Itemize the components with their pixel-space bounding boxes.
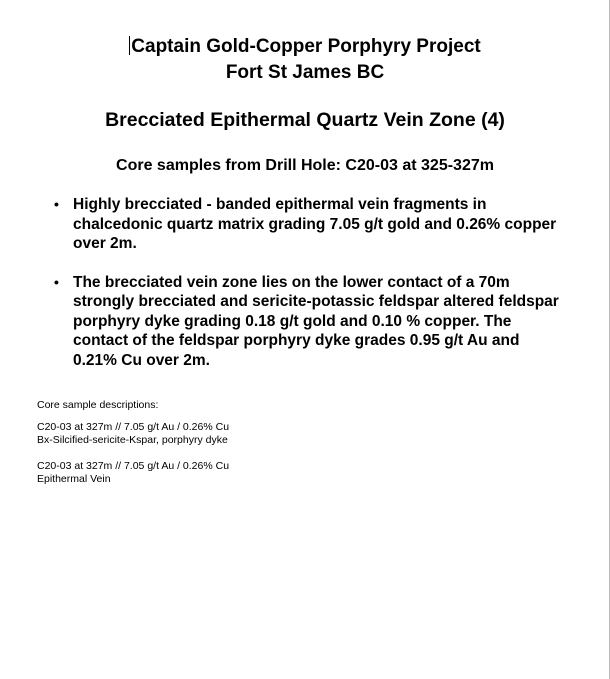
bullet-list <box>54 195 584 389</box>
description-line: C20-03 at 327m // 7.05 g/t Au / 0.26% Cu <box>37 421 230 433</box>
descriptions-heading: Core sample descriptions: <box>37 399 159 411</box>
bullet-line: contact of the feldspar porphyry dyke grades 0.95 g/t Au and <box>73 332 520 349</box>
document-title-text: Captain Gold-Copper Porphyry Project <box>131 36 481 57</box>
document-location: Fort St James BC <box>225 62 385 83</box>
description-line: C20-03 at 327m // 7.05 g/t Au / 0.26% Cu <box>37 460 230 472</box>
document-title <box>0 34 610 59</box>
bullet-icon: • <box>54 273 59 290</box>
zone-title: Brecciated Epithermal Quartz Vein Zone (4) <box>105 109 505 131</box>
bullet-line: The brecciated vein zone lies on the lower contact of a 70m <box>73 273 510 291</box>
bullet-item <box>54 195 584 254</box>
description-line: Bx-Silcified-sericite-Kspar, porphyry dyke <box>37 434 228 446</box>
description-line: Epithermal Vein <box>37 473 111 485</box>
bullet-item <box>54 273 584 371</box>
drill-hole-subtitle: Core samples from Drill Hole: C20-03 at 325-327m <box>116 157 494 174</box>
bullet-line: over 2m. <box>73 235 137 252</box>
bullet-icon: • <box>54 196 59 212</box>
bullet-line: Highly brecciated - banded epithermal vein fragments in <box>73 196 487 213</box>
bullet-line: chalcedonic quartz matrix grading 7.05 g/t gold and 0.26% copper <box>73 215 557 233</box>
bullet-line: 0.21% Cu over 2m. <box>73 351 210 369</box>
description-entry <box>37 421 229 447</box>
description-entry <box>37 460 229 486</box>
bullet-line: strongly brecciated and sericite-potassic feldspar altered feldspar <box>73 293 559 310</box>
core-sample-descriptions <box>37 399 229 499</box>
bullet-line: porphyry dyke grading 0.18 g/t gold and 0.10 % copper. The <box>73 312 512 330</box>
